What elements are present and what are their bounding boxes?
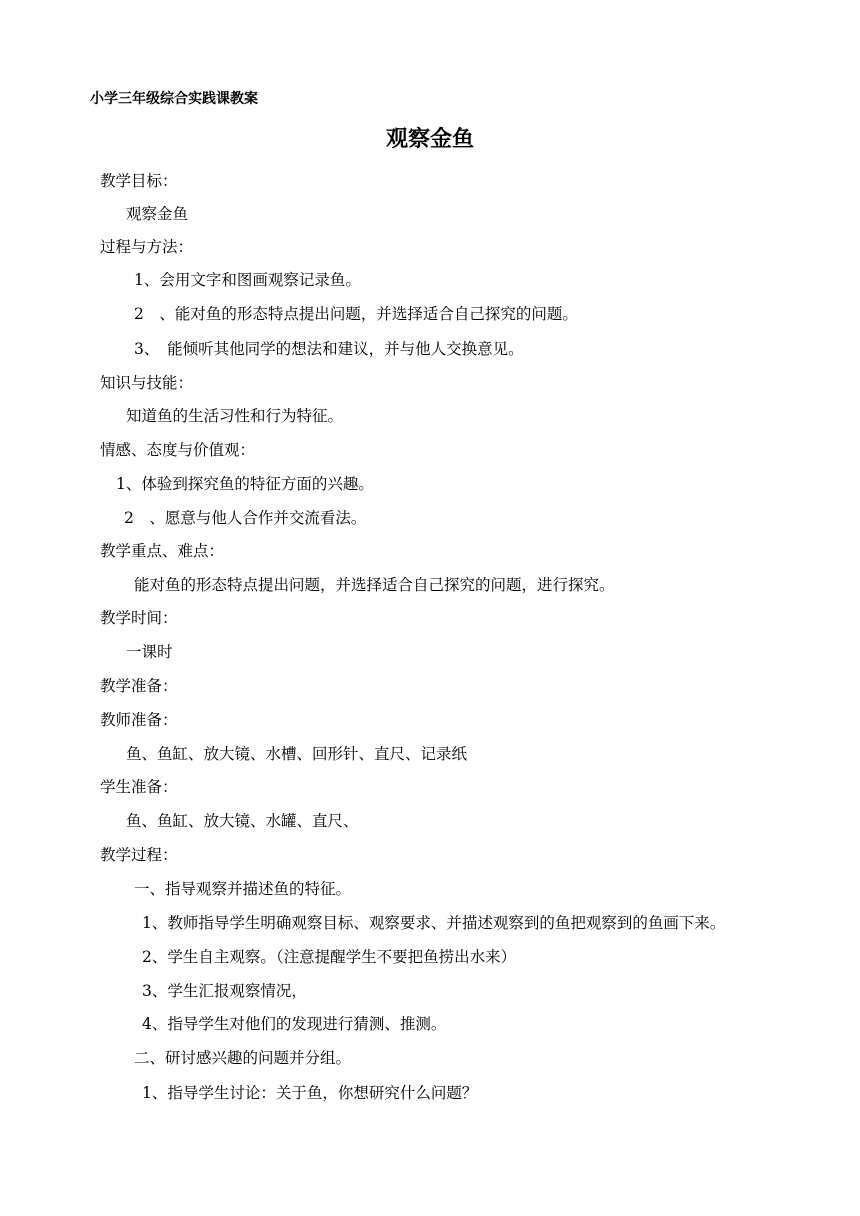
heading-teaching-process: 教学过程：	[100, 846, 178, 864]
heading-teacher-prep: 教师准备：	[100, 711, 178, 729]
body-line: 知道鱼的生活习性和行为特征。	[126, 407, 344, 425]
body-line: 4、指导学生对他们的发现进行猜测、推测。	[142, 1015, 447, 1033]
heading-emotion-attitude: 情感、态度与价值观：	[100, 441, 256, 459]
heading-teaching-goals: 教学目标：	[100, 172, 178, 190]
body-line: 2 、愿意与他人合作并交流看法。	[124, 509, 367, 527]
body-line: 能对鱼的形态特点提出问题，并选择适合自己探究的问题，进行探究。	[134, 576, 615, 594]
heading-teaching-prep: 教学准备：	[100, 677, 178, 695]
body-line: 一课时	[126, 643, 173, 661]
body-line: 3、学生汇报观察情况，	[142, 982, 307, 1000]
body-line: 1、会用文字和图画观察记录鱼。	[134, 271, 361, 289]
body-line: 鱼、鱼缸、放大镜、水槽、回形针、直尺、记录纸	[126, 745, 468, 763]
body-line: 一、指导观察并描述鱼的特征。	[134, 880, 352, 898]
heading-teaching-time: 教学时间：	[100, 609, 178, 627]
body-line: 1、教师指导学生明确观察目标、观察要求、并描述观察到的鱼把观察到的鱼画下来。	[142, 914, 726, 932]
body-line: 二、研讨感兴趣的问题并分组。	[134, 1049, 352, 1067]
body-line: 2 、能对鱼的形态特点提出问题，并选择适合自己探究的问题。	[134, 305, 578, 323]
body-line: 1、指导学生讨论：关于鱼，你想研究什么问题？	[142, 1084, 478, 1102]
document-title: 观察金鱼	[385, 127, 474, 152]
heading-student-prep: 学生准备：	[100, 778, 178, 796]
heading-process-methods: 过程与方法：	[100, 238, 194, 256]
body-line: 1、体验到探究鱼的特征方面的兴趣。	[116, 475, 374, 493]
body-line: 3、 能倾听其他同学的想法和建议，并与他人交换意见。	[134, 340, 524, 358]
body-line: 鱼、鱼缸、放大镜、水罐、直尺、	[126, 812, 359, 830]
document-header: 小学三年级综合实践课教案	[90, 91, 258, 107]
body-line: 2、学生自主观察。（注意提醒学生不要把鱼捞出水来）	[142, 948, 517, 966]
body-line: 观察金鱼	[126, 205, 189, 223]
heading-key-points: 教学重点、难点：	[100, 542, 225, 560]
heading-knowledge-skills: 知识与技能：	[100, 374, 194, 392]
